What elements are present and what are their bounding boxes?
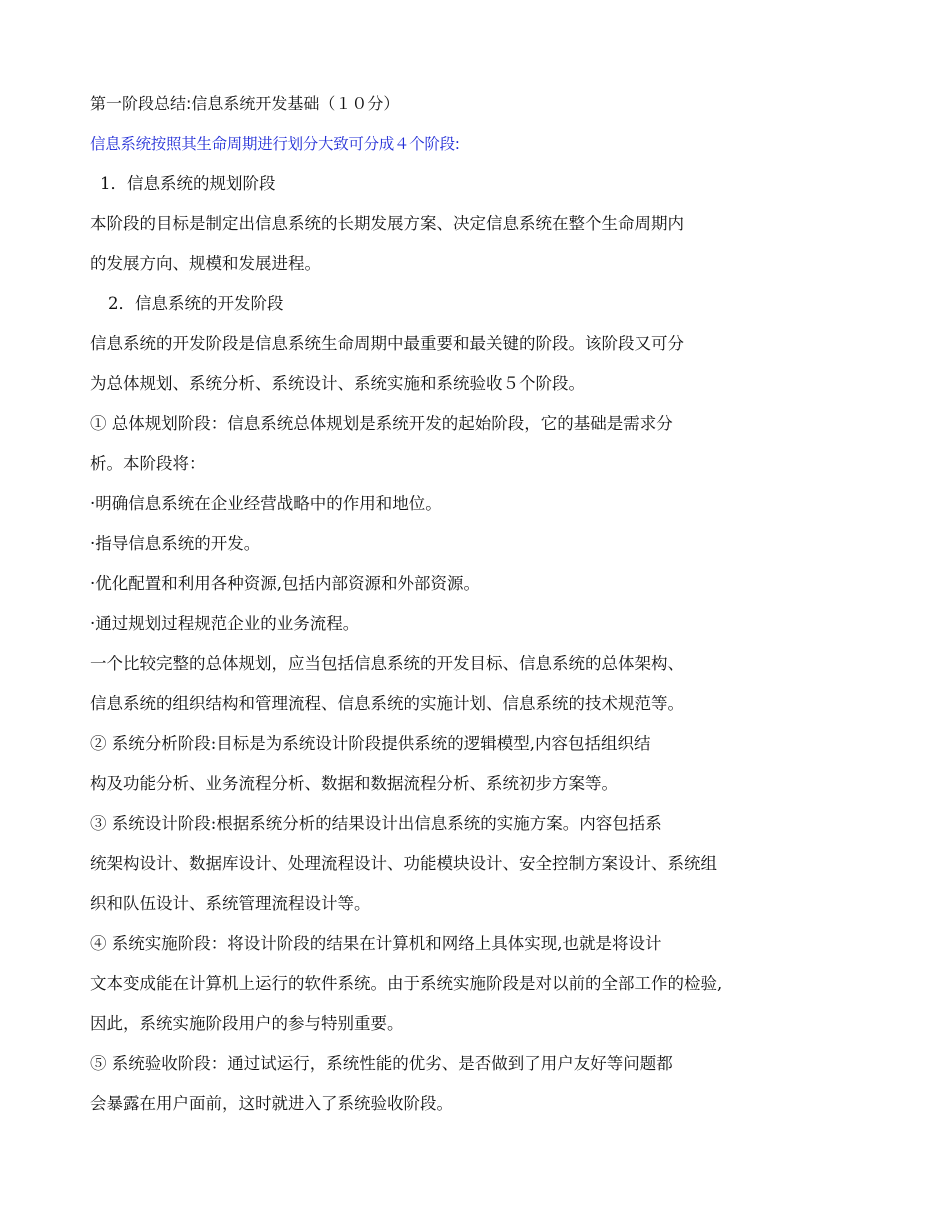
paragraph-line: 信息系统的开发阶段是信息系统生命周期中最重要和最关键的阶段。该阶段又可分 [90, 334, 684, 353]
bullet-item: ·优化配置和利用各种资源,包括内部资源和外部资源。 [90, 574, 480, 593]
paragraph-line: 信息系统的组织结构和管理流程、信息系统的实施计划、信息系统的技术规范等。 [90, 694, 684, 713]
paragraph-line: ④ 系统实施阶段：将设计阶段的结果在计算机和网络上具体实现,也就是将设计 [90, 934, 662, 953]
paragraph-line: 为总体规划、系统分析、系统设计、系统实施和系统验收５个阶段。 [90, 374, 585, 393]
paragraph-line: 因此，系统实施阶段用户的参与特别重要。 [90, 1014, 404, 1033]
heading-planning-stage: 1．信息系统的规划阶段 [100, 174, 276, 193]
bullet-item: ·通过规划过程规范企业的业务流程。 [90, 614, 360, 633]
bullet-item: ·指导信息系统的开发。 [90, 534, 261, 553]
paragraph-line: ① 总体规划阶段：信息系统总体规划是系统开发的起始阶段，它的基础是需求分 [90, 414, 673, 433]
paragraph-line: 文本变成能在计算机上运行的软件系统。由于系统实施阶段是对以前的全部工作的检验, [90, 974, 723, 993]
paragraph-line: ③ 系统设计阶段:根据系统分析的结果设计出信息系统的实施方案。内容包括系 [90, 814, 662, 833]
heading-development-stage: 2．信息系统的开发阶段 [108, 294, 284, 313]
paragraph-line: 会暴露在用户面前，这时就进入了系统验收阶段。 [90, 1094, 453, 1113]
paragraph-line: ⑤ 系统验收阶段：通过试运行，系统性能的优劣、是否做到了用户友好等问题都 [90, 1054, 673, 1073]
paragraph-line: 一个比较完整的总体规划，应当包括信息系统的开发目标、信息系统的总体架构、 [90, 654, 684, 673]
document-body [90, 84, 880, 1124]
paragraph-line: 统架构设计、数据库设计、处理流程设计、功能模块设计、安全控制方案设计、系统组 [90, 854, 717, 873]
paragraph-line: ② 系统分析阶段:目标是为系统设计阶段提供系统的逻辑模型,内容包括组织结 [90, 734, 651, 753]
intro-line: 信息系统按照其生命周期进行划分大致可分成４个阶段: [90, 135, 460, 153]
paragraph-line: 的发展方向、规模和发展进程。 [90, 254, 321, 273]
document-title: 第一阶段总结:信息系统开发基础（１０分） [90, 94, 400, 113]
paragraph-line: 织和队伍设计、系统管理流程设计等。 [90, 894, 371, 913]
paragraph-line: 析。本阶段将： [90, 454, 206, 473]
paragraph-line: 构及功能分析、业务流程分析、数据和数据流程分析、系统初步方案等。 [90, 774, 618, 793]
bullet-item: ·明确信息系统在企业经营战略中的作用和地位。 [90, 494, 442, 513]
paragraph-line: 本阶段的目标是制定出信息系统的长期发展方案、决定信息系统在整个生命周期内 [90, 214, 684, 233]
